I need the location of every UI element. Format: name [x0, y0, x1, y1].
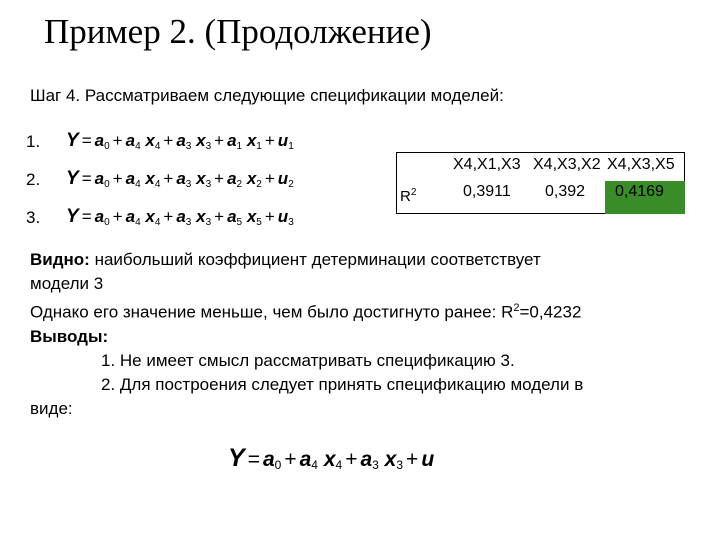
model-1-number: 1.	[26, 132, 41, 151]
conclusion-1: 1. Не имеет смысл рассматривать спецификацию 3.	[101, 350, 515, 370]
header-x4-x3-x5: X4,X3,X5	[607, 156, 675, 173]
final-model-formula: $Y = a_0 + a_4$ $x_4 + a_3$ $x_3 + u$	[228, 444, 435, 472]
model-1-formula: $Y = a_0 + a_4$ $x_4 + a_3$ $x_3 + a_1$ $x_1 + u_1$	[66, 130, 294, 152]
slide-title: Пример 2. (Продолжение)	[44, 12, 432, 51]
step-heading: Шаг 4. Рассматриваем следующие спецификации моделей:	[30, 86, 504, 105]
header-x4-x1-x3: X4,X1,X3	[453, 156, 521, 173]
conclusion-2: 2. Для построения следует принять спецификацию модели в	[101, 374, 584, 394]
model-3-line: модели 3	[30, 274, 104, 293]
model-2-number: 2.	[26, 170, 41, 189]
comparison-line: Однако его значение меньше, чем было достигнуто ранее: $R^2=0,4232$	[30, 302, 582, 322]
conclusion-2-cont: виде:	[30, 398, 73, 418]
value-model-1: 0,3911	[463, 183, 511, 200]
conclusions-heading: Выводы:	[30, 326, 109, 346]
value-model-2: 0,392	[545, 183, 586, 200]
header-x4-x3-x2: X4,X3,X2	[533, 156, 601, 173]
r-squared-table	[396, 152, 685, 214]
model-3-formula: $Y = a_0 + a_4$ $x_4 + a_3$ $x_3 + a_5$ $x_5 + u_3$	[66, 206, 294, 228]
r-squared-label: $R^2$	[400, 187, 417, 205]
seen-line: Видно: наибольший коэффициент детерминации соответствует	[30, 250, 541, 269]
conclusion-text	[30, 248, 700, 421]
value-model-3: 0,4169	[615, 183, 664, 200]
model-2-formula: $Y = a_0 + a_4$ $x_4 + a_3$ $x_3 + a_2$ $x_2 + u_2$	[66, 168, 294, 190]
model-3-number: 3.	[26, 208, 41, 227]
